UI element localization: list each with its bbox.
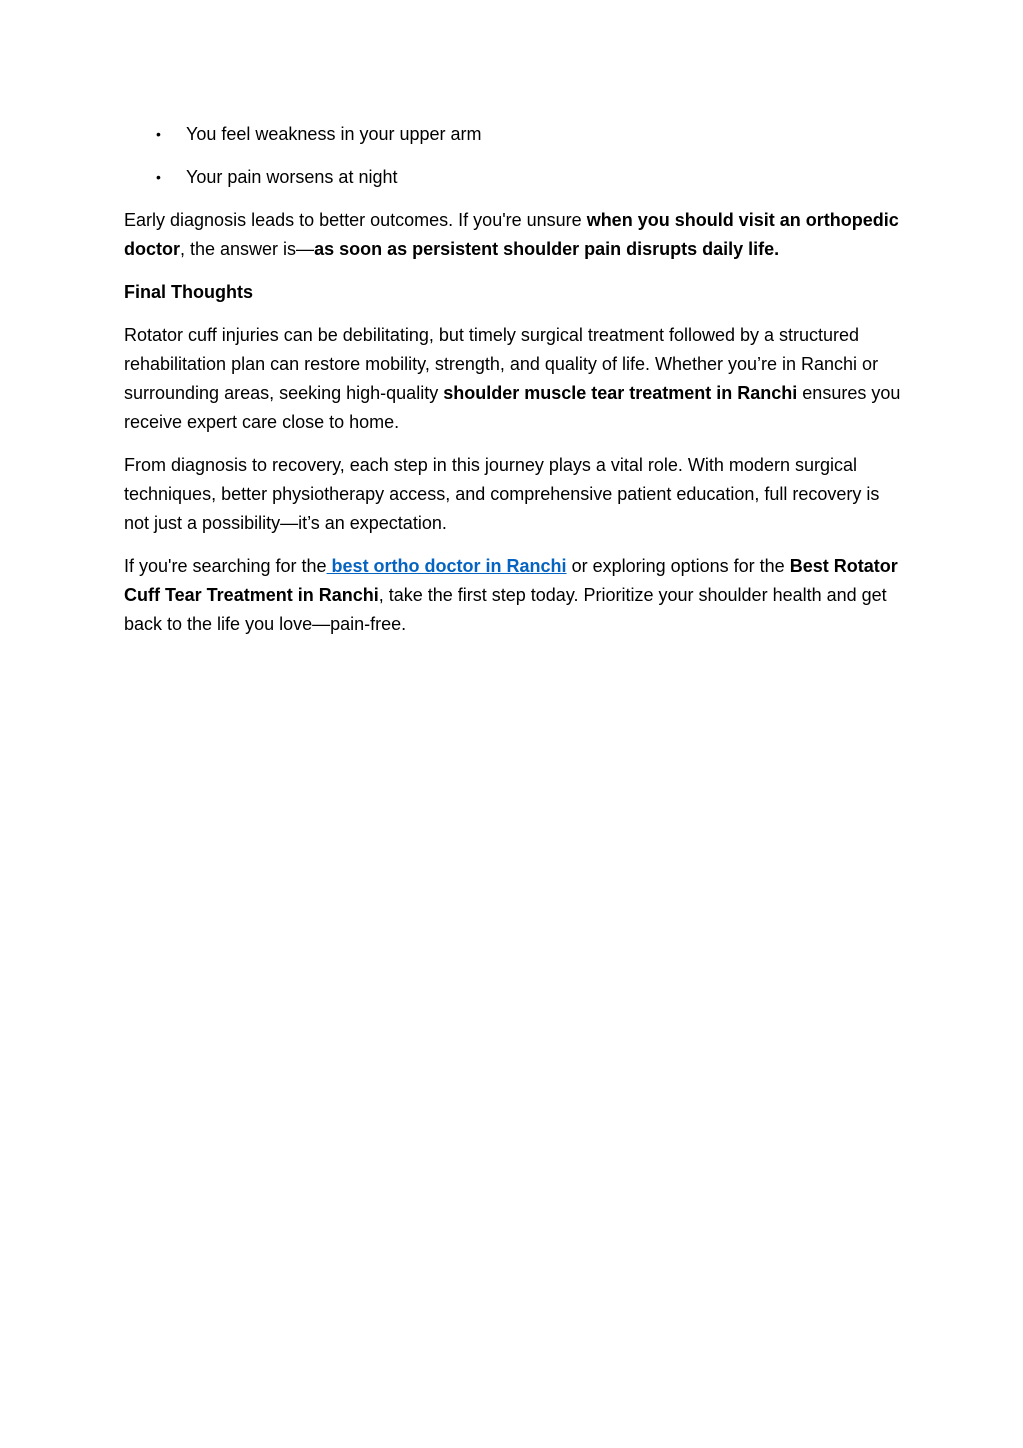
paragraph-rotator-cuff <box>124 321 904 437</box>
bold-run: Best Rotator Cuff Tear Treatment in Ranchi <box>124 556 898 605</box>
bold-run: shoulder muscle tear treatment in Ranchi <box>443 383 798 403</box>
text-run: , the answer is— <box>180 239 315 259</box>
list-item <box>124 163 904 192</box>
document-page <box>124 120 904 653</box>
symptom-list <box>124 120 904 192</box>
list-item-text: You feel weakness in your upper arm <box>186 124 482 144</box>
ortho-doctor-link[interactable]: best ortho doctor in Ranchi <box>326 556 567 576</box>
text-run: If you're searching for the <box>124 556 327 576</box>
list-item <box>124 120 904 149</box>
text-run: Rotator cuff injuries can be debilitating, but timely surgical treatment followed by a structured rehabilitation plan can restore mobility, strength, and quality of life. Whether you’re in Ranchi or surrounding areas, seeking high-quality <box>124 325 879 403</box>
bold-run: when you should visit an orthopedic doctor <box>124 210 899 259</box>
text-run: , take the first step today. Prioritize your shoulder health and get back to the life you love—pain-free. <box>124 585 887 634</box>
bullet-icon: • <box>156 169 161 185</box>
text-run: or exploring options for the <box>566 556 790 576</box>
paragraph-recovery: From diagnosis to recovery, each step in this journey plays a vital role. With modern surgical techniques, better physiotherapy access, and comprehensive patient education, full recovery is not just a possibility—it’s an expectation. <box>124 455 880 533</box>
paragraph-search <box>124 552 904 639</box>
paragraph-diagnosis <box>124 206 904 264</box>
heading-text: Final Thoughts <box>124 282 253 302</box>
text-run: Early diagnosis leads to better outcomes. If you're unsure <box>124 210 587 230</box>
list-item-text: Your pain worsens at night <box>186 167 398 187</box>
section-heading <box>124 278 904 307</box>
text-run: ensures you receive expert care close to home. <box>124 383 901 432</box>
bold-run: as soon as persistent shoulder pain disrupts daily life. <box>314 239 780 259</box>
bullet-icon: • <box>156 126 161 142</box>
